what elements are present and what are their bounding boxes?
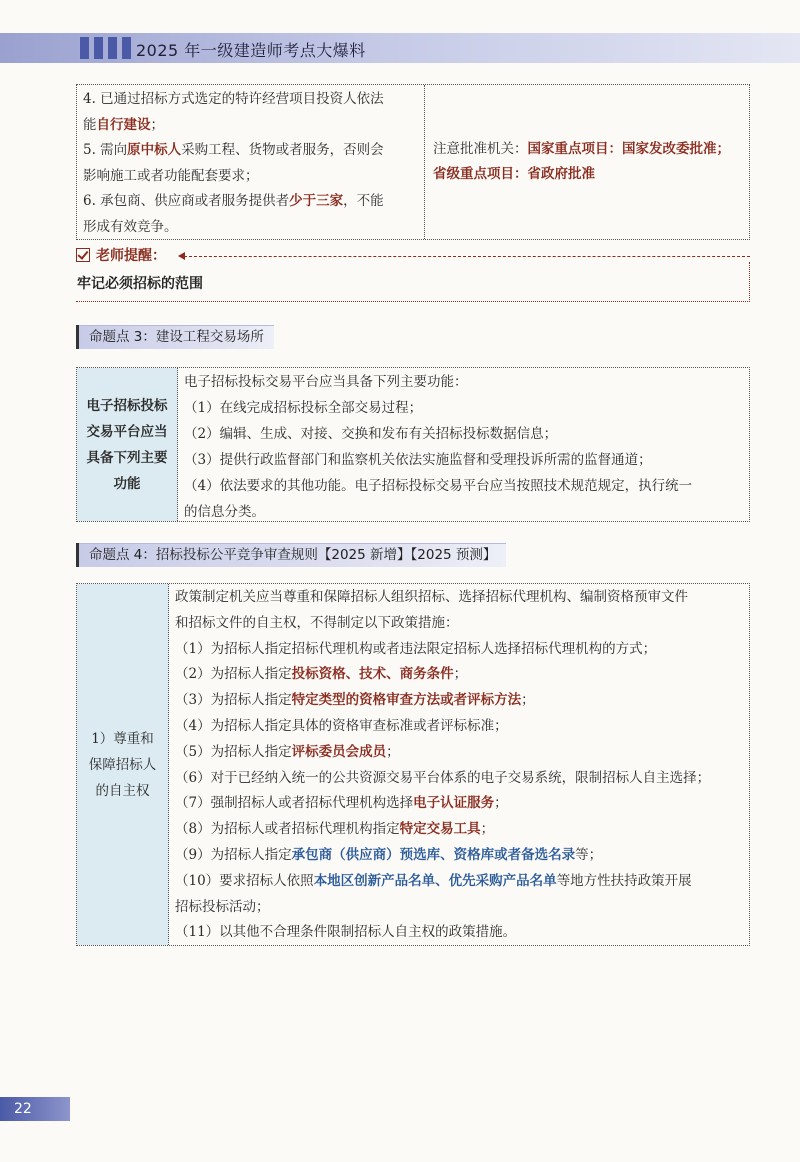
text-segment: （1）在线完成招标投标全部交易过程； bbox=[184, 400, 423, 416]
text-line bbox=[175, 688, 743, 714]
text-segment: （10）要求招标人依照 bbox=[175, 872, 314, 889]
text-segment: （7）强制招标人或者招标代理机构选择 bbox=[175, 795, 414, 812]
text-line bbox=[83, 164, 418, 190]
highlight-text: 电子认证服务 bbox=[413, 795, 495, 812]
text-segment: （5）为招标人指定 bbox=[175, 743, 292, 760]
text-segment: （9）为招标人指定 bbox=[175, 846, 292, 863]
highlight-text: 本地区创新产品名单、优先采购产品名单 bbox=[313, 872, 557, 889]
text-line bbox=[175, 585, 743, 611]
text-line bbox=[184, 369, 743, 395]
text-line bbox=[83, 189, 418, 215]
text-segment: ； bbox=[521, 692, 535, 709]
text-segment: 4. 已通过招标方式选定的特许经营项目投资人依法 bbox=[83, 91, 384, 107]
highlight-text: 承包商（供应商）预选库、资格库或者备选名录 bbox=[291, 846, 576, 863]
text-segment: 6. 承包商、供应商或者服务提供者 bbox=[83, 193, 290, 209]
autonomy-rules-table bbox=[76, 583, 750, 946]
page-number: 22 bbox=[0, 1097, 70, 1121]
text-line bbox=[184, 473, 743, 499]
text-segment: ； bbox=[494, 795, 508, 812]
table-head-cell bbox=[77, 368, 178, 521]
head-text-line: 交易平台应当 bbox=[86, 423, 168, 440]
text-segment: 5. 需向 bbox=[83, 142, 128, 158]
text-segment: ； bbox=[480, 821, 495, 838]
text-segment: 注意批准机关： bbox=[433, 140, 528, 157]
text-segment: 采购工程、货物或者服务，否则会 bbox=[181, 142, 384, 158]
text-line bbox=[175, 766, 743, 792]
text-line bbox=[175, 791, 743, 817]
platform-function-table bbox=[76, 367, 750, 522]
text-segment: （6）对于已经纳入统一的公共资源交易平台体系的电子交易系统，限制招标人自主选择； bbox=[175, 769, 711, 786]
text-line bbox=[184, 421, 743, 447]
text-line bbox=[175, 662, 743, 688]
text-line bbox=[175, 740, 743, 766]
text-segment: （3）为招标人指定 bbox=[175, 692, 292, 709]
text-line bbox=[433, 162, 741, 188]
head-text-line: 具备下列主要 bbox=[86, 449, 168, 466]
highlight-text: 国家重点项目：国家发改委批准； bbox=[527, 140, 730, 157]
highlight-text: 投标资格、技术、商务条件 bbox=[291, 666, 454, 683]
exemption-table bbox=[76, 84, 750, 240]
text-segment: ； bbox=[150, 116, 164, 133]
text-line bbox=[175, 843, 743, 869]
text-segment: 招标投标活动； bbox=[175, 898, 270, 915]
text-segment: （2）为招标人指定 bbox=[175, 666, 292, 683]
text-segment: （3）提供行政监督部门和监察机关依法实施监督和受理投诉所需的监督通道； bbox=[184, 452, 652, 468]
text-segment: 等； bbox=[575, 846, 603, 863]
text-line bbox=[83, 113, 418, 139]
text-line bbox=[83, 138, 418, 164]
text-segment: ； bbox=[453, 666, 468, 683]
text-line bbox=[175, 611, 743, 637]
exemption-list-cell bbox=[77, 85, 425, 239]
text-segment: 和招标文件的自主权，不得制定以下政策措施： bbox=[175, 614, 459, 631]
text-segment: 的信息分类。 bbox=[184, 504, 265, 520]
header-decoration bbox=[80, 37, 131, 59]
approval-authority-cell bbox=[425, 85, 749, 239]
text-segment: （2）编辑、生成、对接、交换和发布有关招标投标数据信息； bbox=[184, 426, 558, 442]
arrow-left-icon bbox=[184, 256, 750, 257]
text-segment: 电子招标投标交易平台应当具备下列主要功能： bbox=[184, 374, 468, 390]
highlight-text: 自行建设 bbox=[96, 116, 151, 133]
head-text-line: 电子招标投标 bbox=[86, 397, 168, 414]
highlight-text: 原中标人 bbox=[127, 142, 182, 158]
text-segment: 影响施工或者功能配套要求； bbox=[83, 167, 259, 184]
highlight-text: 特定类型的资格审查方法或者评标方法 bbox=[291, 692, 522, 709]
text-segment: ； bbox=[386, 743, 400, 760]
text-line bbox=[175, 817, 743, 843]
text-line bbox=[175, 714, 743, 740]
text-line bbox=[175, 637, 743, 663]
highlight-text: 特定交易工具 bbox=[399, 821, 481, 838]
head-text-line: 保障招标人 bbox=[88, 756, 157, 773]
highlight-text: 少于三家 bbox=[289, 193, 344, 209]
text-line bbox=[175, 895, 743, 921]
text-line bbox=[184, 395, 743, 421]
tip-label: 老师提醒： bbox=[96, 248, 166, 264]
text-segment: （4）依法要求的其他功能。电子招标投标交易平台应当按照技术规范规定，执行统一 bbox=[184, 478, 693, 494]
table-head-cell bbox=[77, 584, 169, 945]
text-line bbox=[83, 87, 418, 113]
highlight-text: 省级重点项目：省政府批准 bbox=[433, 166, 595, 182]
text-segment: 等地方性扶持政策开展 bbox=[556, 872, 692, 889]
text-segment: 政策制定机关应当尊重和保障招标人组织招标、选择招标代理机构、编制资格预审文件 bbox=[175, 589, 688, 605]
text-segment: （11）以其他不合理条件限制招标人自主权的政策措施。 bbox=[175, 924, 517, 941]
section-heading-3 bbox=[76, 325, 274, 349]
section-title: 命题点 4：招标投标公平竞争审查规则【2025 新增】【2025 预测】 bbox=[79, 543, 506, 567]
tip-text: 牢记必须招标的范围 bbox=[77, 276, 203, 292]
text-line bbox=[175, 869, 743, 895]
text-segment: （1）为招标人指定招标代理机构或者违法限定招标人选择招标代理机构的方式； bbox=[175, 640, 657, 657]
text-line bbox=[83, 215, 418, 241]
text-segment: （8）为招标人或者招标代理机构指定 bbox=[175, 821, 400, 838]
head-text-line: 1）尊重和 bbox=[91, 730, 154, 747]
table-body-cell bbox=[178, 368, 749, 521]
table-body-cell bbox=[169, 584, 749, 945]
text-line bbox=[184, 447, 743, 473]
text-segment: ，不能 bbox=[343, 193, 384, 209]
head-text-line: 的自主权 bbox=[95, 782, 150, 799]
page-header-title: 2025 年一级建造师考点大爆料 bbox=[136, 41, 366, 60]
text-line bbox=[184, 499, 743, 525]
text-segment: 能 bbox=[83, 116, 97, 133]
section-heading-4 bbox=[76, 543, 506, 567]
text-segment: 形成有效竞争。 bbox=[83, 218, 178, 235]
checkbox-icon bbox=[76, 248, 90, 262]
text-line bbox=[175, 920, 743, 946]
section-title: 命题点 3：建设工程交易场所 bbox=[79, 325, 274, 349]
head-text-line: 功能 bbox=[113, 475, 141, 492]
text-line bbox=[433, 137, 741, 163]
text-segment: （4）为招标人指定具体的资格审查标准或者评标标准； bbox=[175, 717, 508, 734]
highlight-text: 评标委员会成员 bbox=[291, 743, 387, 760]
